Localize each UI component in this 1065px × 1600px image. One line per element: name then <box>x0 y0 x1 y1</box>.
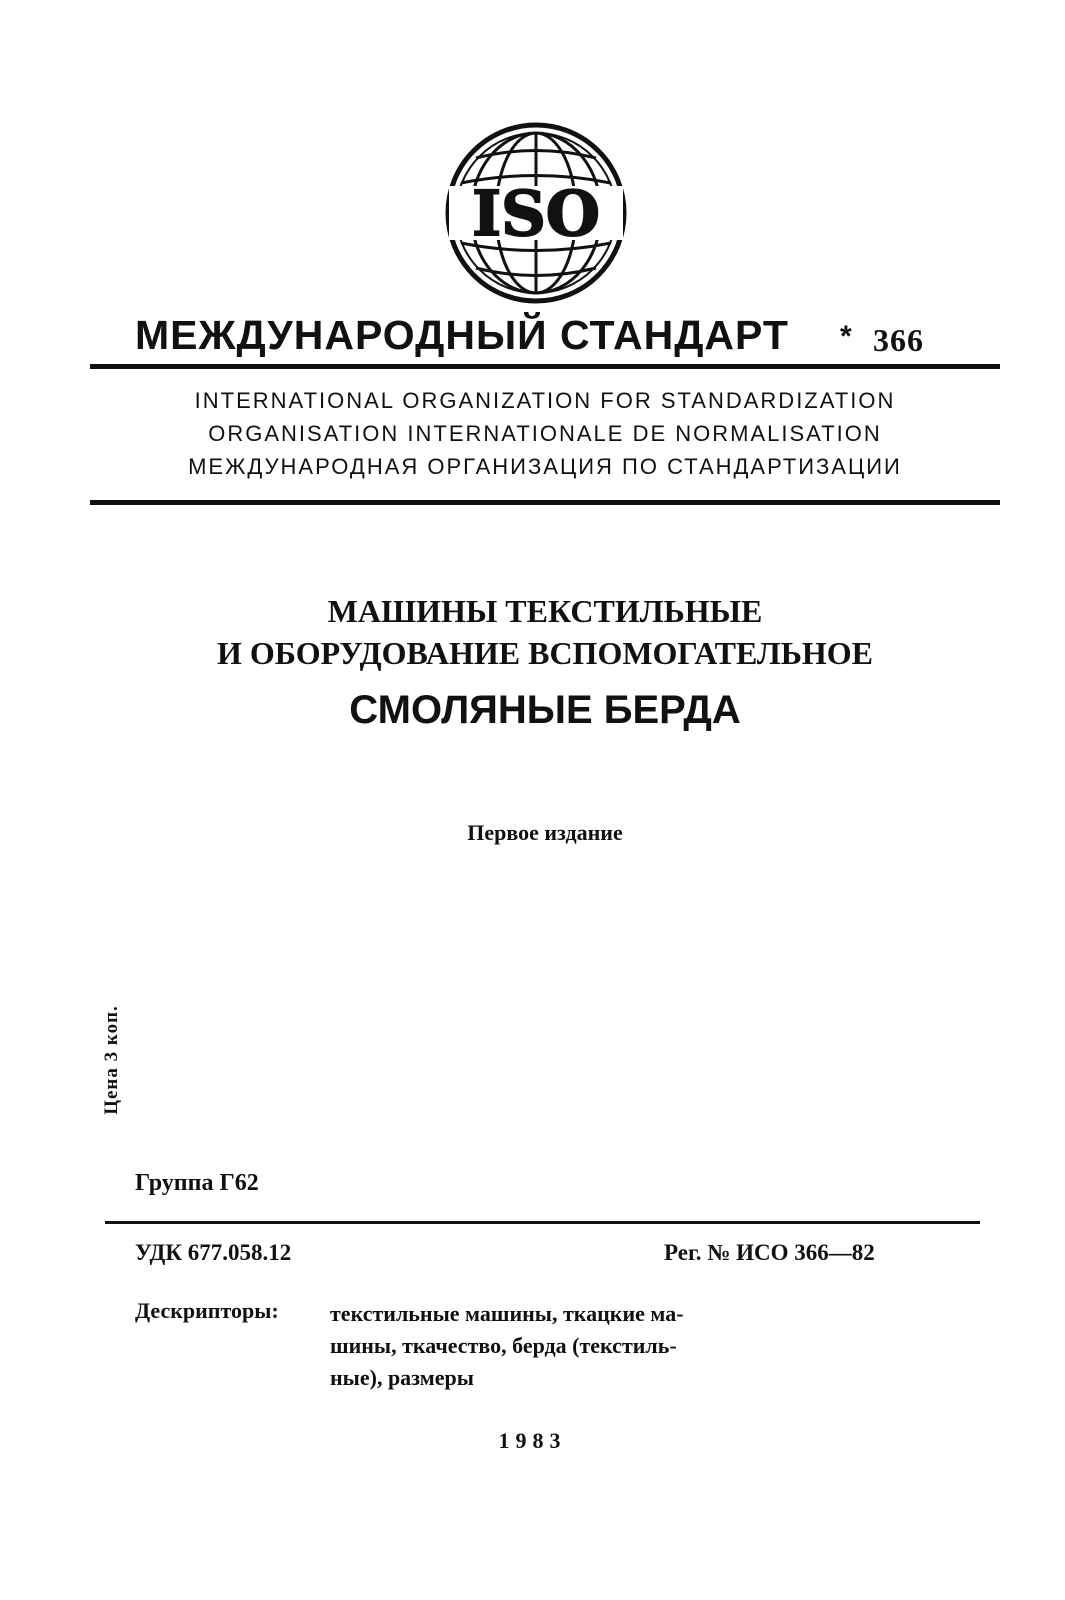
asterisk-mark: * <box>840 320 853 353</box>
logo-text: ISO <box>472 177 600 250</box>
group-label: Группа Г62 <box>135 1170 259 1196</box>
document-title: СМОЛЯНЫЕ БЕРДА <box>349 688 741 732</box>
edition-label: Первое издание <box>467 820 623 845</box>
subject-line-1: МАШИНЫ ТЕКСТИЛЬНЫЕ <box>327 593 763 629</box>
descriptors-text <box>330 1298 820 1394</box>
org-name-fr: ORGANISATION INTERNATIONALE DE NORMALISATION <box>208 421 882 446</box>
udc-label: УДК 677.058.12 <box>135 1240 292 1265</box>
footer-rule <box>105 1221 980 1224</box>
descriptors-label: Дескрипторы: <box>135 1298 279 1323</box>
registration-number: Рег. № ИСО 366—82 <box>664 1240 875 1265</box>
bottom-rule <box>90 500 1000 505</box>
publication-year: 1983 <box>498 1428 567 1453</box>
descriptors-line-1: текстильные машины, ткацкие ма- <box>330 1301 684 1326</box>
descriptors-line-3: ные), размеры <box>330 1365 474 1390</box>
standard-title-text: МЕЖДУНАРОДНЫЙ СТАНДАРТ <box>135 312 789 358</box>
org-name-en: INTERNATIONAL ORGANIZATION FOR STANDARDIZATION <box>194 388 896 413</box>
top-rule <box>90 364 1000 369</box>
price-label: Цена 3 коп. <box>101 1005 122 1115</box>
standard-number: 366 <box>873 322 924 358</box>
descriptors-line-2: шины, ткачество, берда (текстиль- <box>330 1333 677 1358</box>
org-name-ru: МЕЖДУНАРОДНАЯ ОРГАНИЗАЦИЯ ПО СТАНДАРТИЗАЦИИ <box>188 454 902 479</box>
subject-line-2: И ОБОРУДОВАНИЕ ВСПОМОГАТЕЛЬНОЕ <box>217 635 873 671</box>
iso-logo <box>441 118 631 308</box>
